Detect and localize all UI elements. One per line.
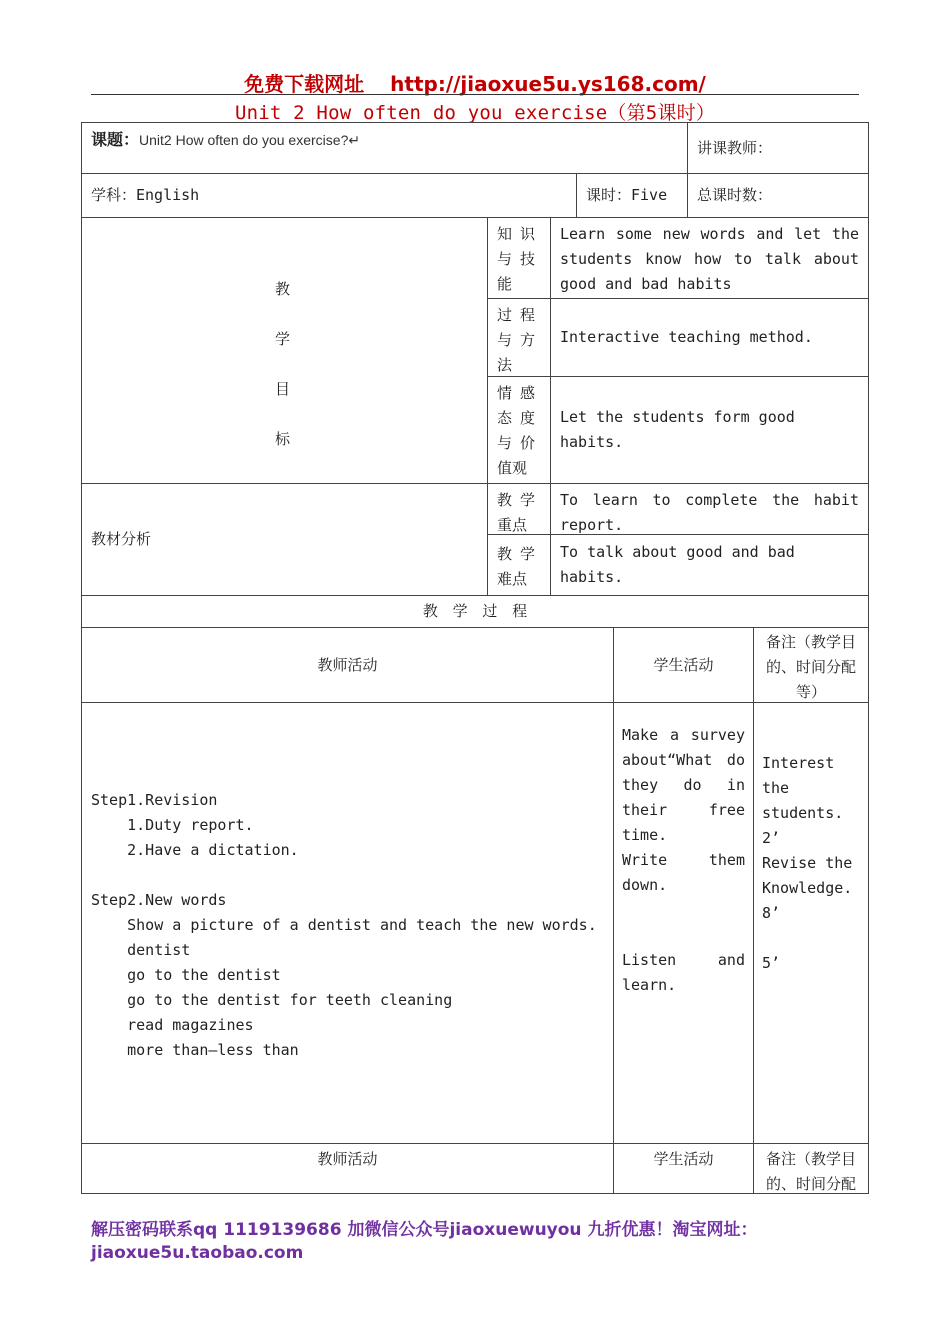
teacher-label: 讲课教师： — [697, 138, 773, 157]
analysis-label-difficulty: 教 学 难点 — [487, 534, 551, 596]
teacher-activity-line: 2.Have a dictation. — [91, 841, 299, 859]
lesson-label: 课时：Five — [586, 186, 668, 204]
notes-time-3: 5’ — [762, 954, 781, 972]
analysis-label-key-point: 教 学 重点 — [487, 483, 551, 535]
teacher-activity-line: Step2.New words — [91, 891, 227, 909]
lesson-cell — [576, 173, 688, 218]
total-lessons-cell — [687, 173, 869, 218]
header-divider — [91, 94, 859, 95]
analysis-text-key-point: To learn to complete the habit report. — [550, 483, 869, 535]
header-free-download-label: 免费下载网址 — [244, 72, 365, 96]
notes-time-2: 8’ — [762, 904, 781, 922]
objective-text-emotion: Let the students form good habits. — [550, 376, 869, 484]
teacher-activity-lines — [91, 788, 597, 1063]
objectives-heading-char: 学 — [275, 330, 291, 348]
notes-cell — [753, 702, 869, 1144]
subject-cell — [81, 173, 577, 218]
teacher-cell — [687, 122, 869, 174]
teacher-activity-line — [91, 863, 597, 888]
col-header-student: 学生活动 — [613, 627, 754, 703]
footer-contact: 解压密码联系qq 1119139686 加微信公众号jiaoxuewuyou 九折优惠！淘宝网址：jiaoxue5u.taobao.com — [91, 1220, 758, 1263]
objective-text-knowledge: Learn some new words and let the students know how to talk about good and bad habits — [550, 217, 869, 299]
col-header-teacher-repeat: 教师活动 — [81, 1143, 614, 1194]
col-header-notes: 备注（教学目的、时间分配等） — [753, 627, 869, 703]
teacher-activity-line: go to the dentist — [91, 966, 281, 984]
topic-cell — [81, 122, 688, 174]
header-url[interactable]: http://jiaoxue5u.ys168.com/ — [390, 72, 706, 96]
teacher-activity-line: read magazines — [91, 1016, 254, 1034]
objective-label-knowledge: 知 识 与 技 能 — [487, 217, 551, 299]
objectives-heading-char: 教 — [275, 280, 291, 298]
col-header-student-repeat: 学生活动 — [613, 1143, 754, 1194]
total-lessons-label: 总课时数： — [697, 186, 773, 204]
objective-label-emotion: 情 感 态 度 与 价 值观 — [487, 376, 551, 484]
student-activity-listen: Listen and learn. — [622, 951, 745, 994]
header-download-link[interactable] — [0, 68, 950, 97]
topic-label: 课题： — [91, 130, 140, 149]
student-activity-survey: Make a survey about“What do they do in their free time. — [622, 726, 745, 844]
analysis-text-difficulty: To talk about good and bad habits. — [550, 534, 869, 596]
teacher-activity-line: 1.Duty report. — [91, 816, 254, 834]
process-heading: 教 学 过 程 — [81, 595, 869, 628]
objectives-heading-char: 目 — [275, 380, 291, 398]
objectives-heading-char: 标 — [275, 430, 291, 448]
objectives-heading-cell — [81, 217, 488, 484]
teacher-activity-line: Show a picture of a dentist and teach the new words. — [91, 916, 597, 934]
teacher-activity-line: more than—less than — [91, 1041, 299, 1059]
topic-value: Unit2 How often do you exercise?↵ — [139, 132, 361, 148]
document-title: Unit 2 How often do you exercise（第5课时） — [234, 102, 716, 124]
col-header-notes-repeat: 备注（教学目的、时间分配 — [753, 1143, 869, 1194]
notes-interest: Interest the students. — [762, 754, 844, 822]
notes-revise: Revise the Knowledge. — [762, 854, 853, 897]
teacher-activity-cell — [81, 702, 614, 1144]
notes-time-1: 2’ — [762, 829, 781, 847]
objective-label-process: 过 程 与 方 法 — [487, 298, 551, 377]
teacher-activity-line: go to the dentist for teeth cleaning — [91, 991, 453, 1009]
analysis-heading-cell: 教材分析 — [81, 483, 488, 596]
objective-text-process: Interactive teaching method. — [550, 298, 869, 377]
teacher-activity-line: dentist — [91, 941, 191, 959]
teacher-activity-line: Step1.Revision — [91, 791, 218, 809]
student-activity-cell — [613, 702, 754, 1144]
col-header-teacher: 教师活动 — [81, 627, 614, 703]
subject-label: 学科：English — [91, 186, 200, 204]
student-activity-write: Write them down. — [622, 851, 745, 894]
